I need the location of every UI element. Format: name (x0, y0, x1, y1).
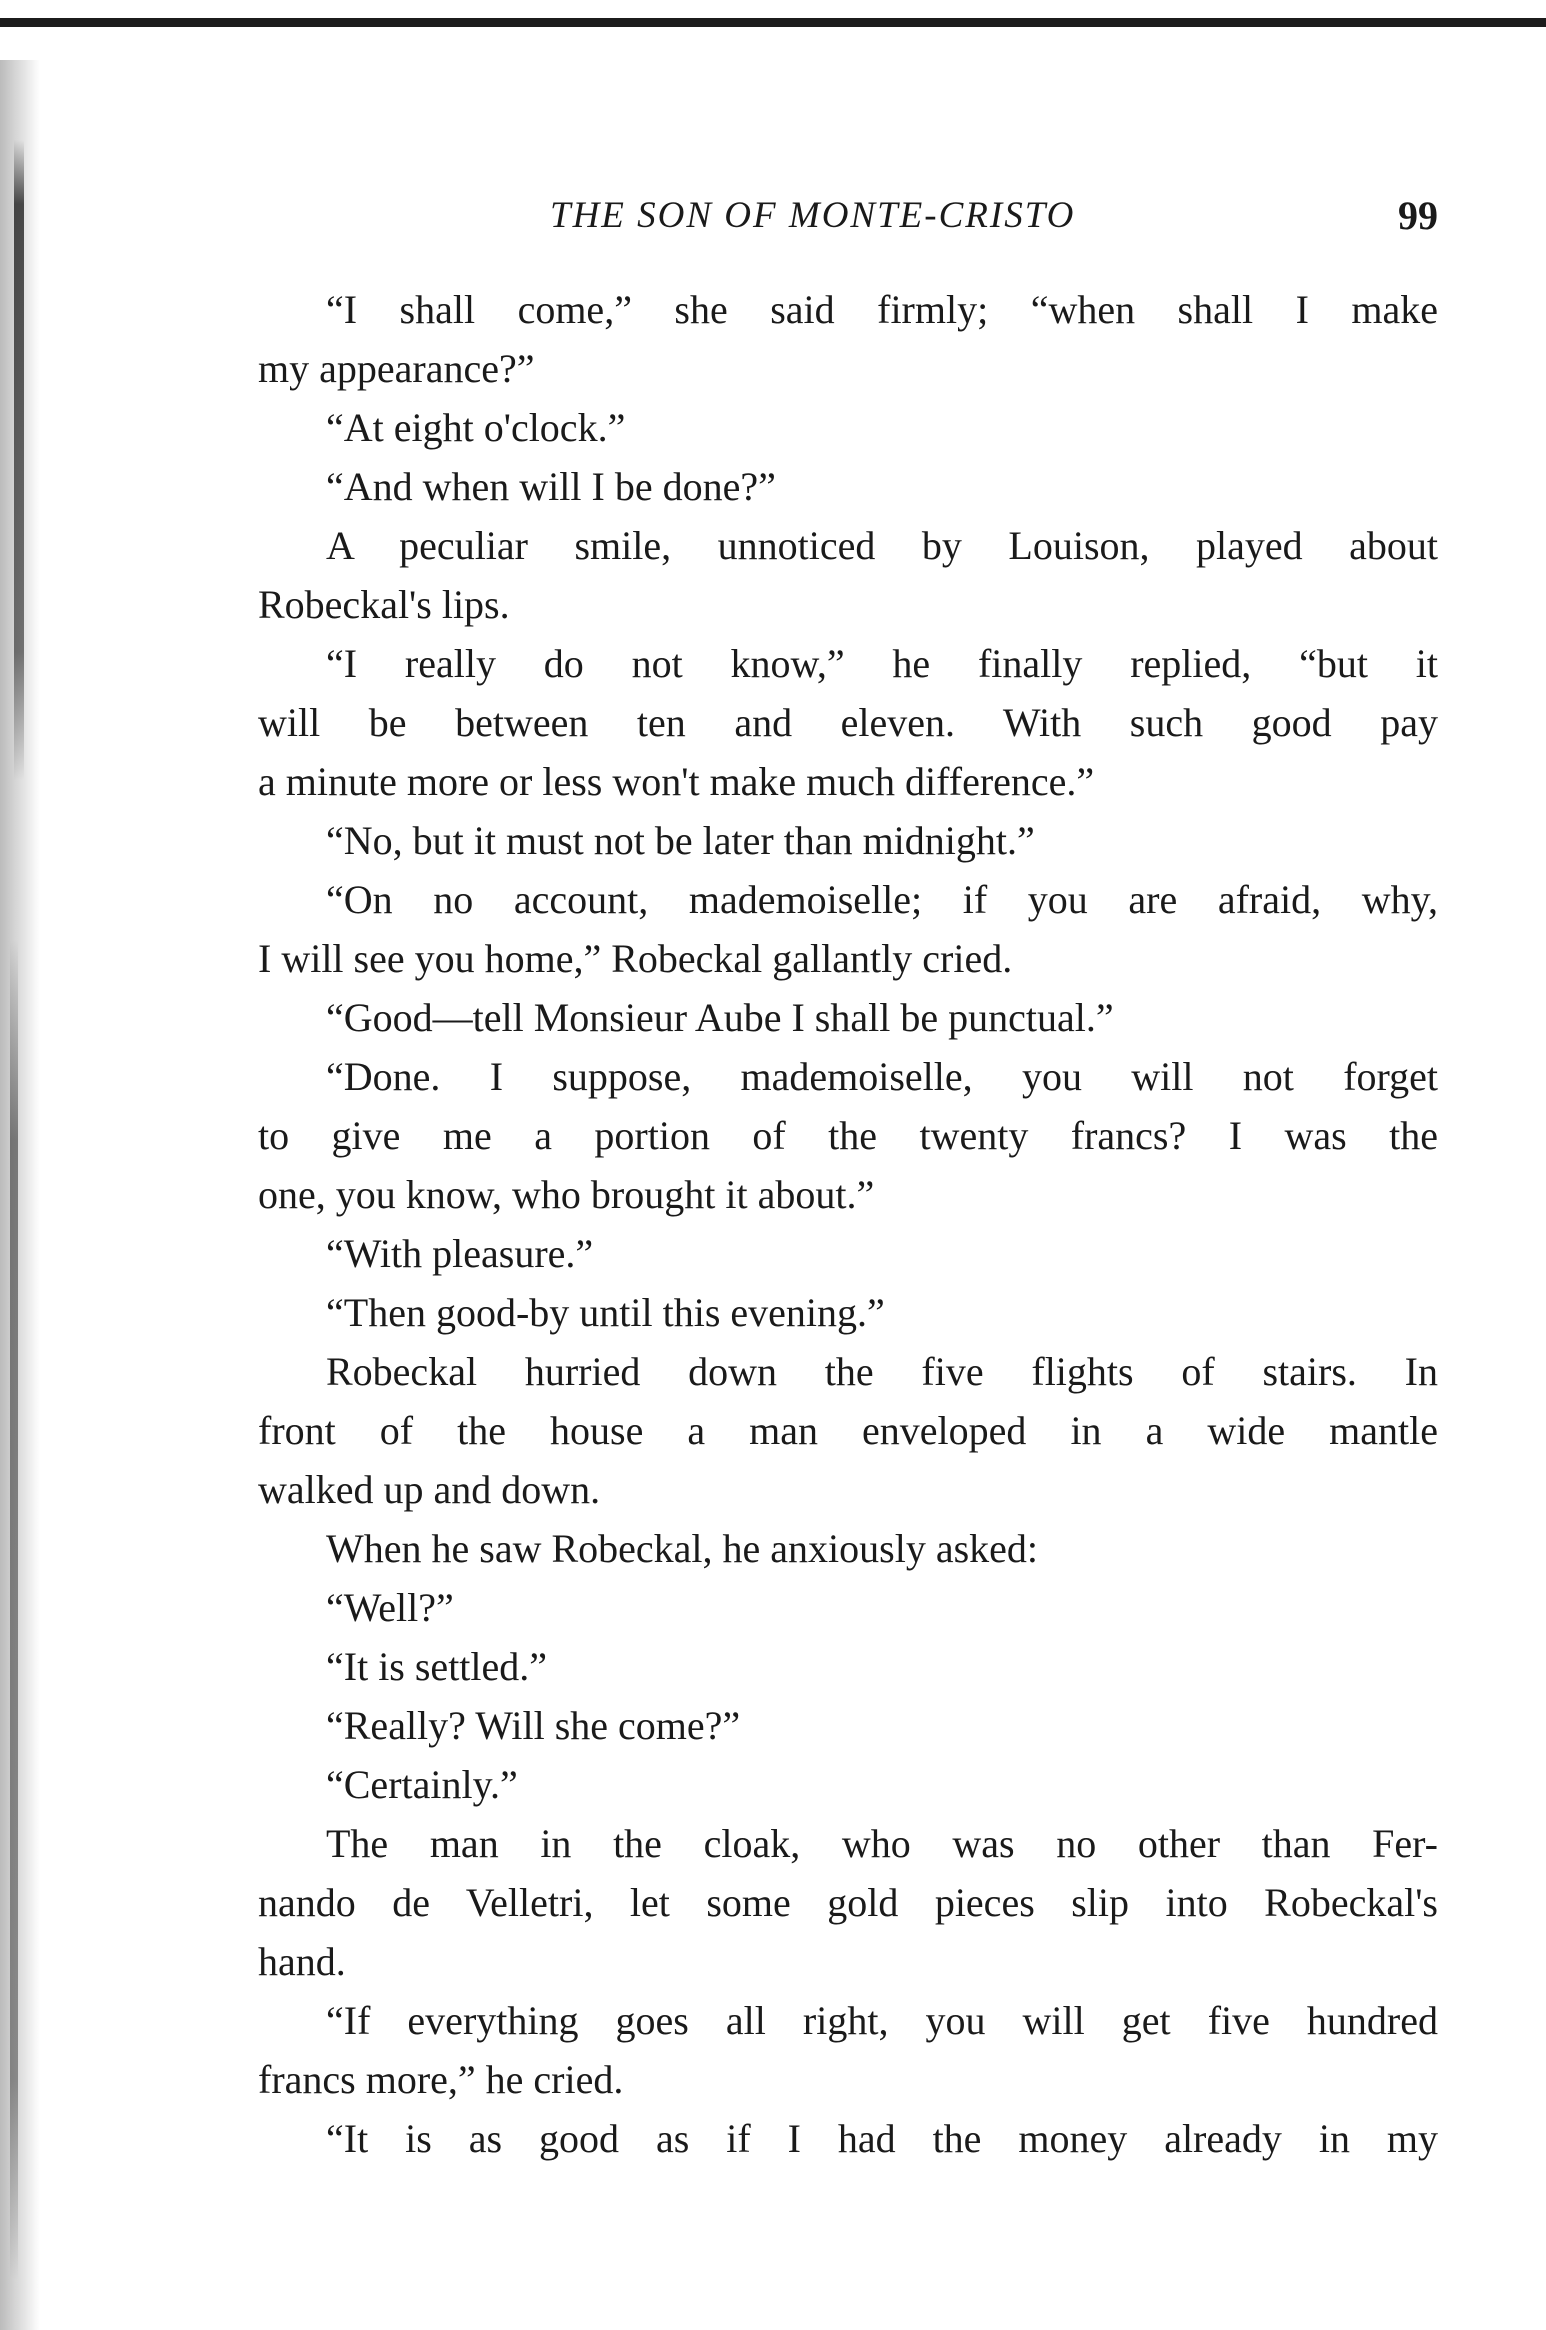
top-border-rule (0, 18, 1546, 27)
page-header (258, 194, 1438, 250)
text-line: “It is as good as if I had the money already in my (326, 2116, 1438, 2161)
text-line: a minute more or less won't make much difference.” (258, 759, 1095, 804)
text-line: to give me a portion of the twenty francs? I was the (258, 1113, 1438, 1158)
text-line: “Really? Will she come?” (326, 1703, 741, 1748)
text-line: I will see you home,” Robeckal gallantly cried. (258, 936, 1013, 981)
text-line: francs more,” he cried. (258, 2057, 624, 2102)
text-line: “Well?” (326, 1585, 454, 1630)
text-line: hand. (258, 1939, 346, 1984)
page-number: 99 (1398, 193, 1438, 238)
text-line: “It is settled.” (326, 1644, 548, 1689)
text-line: one, you know, who brought it about.” (258, 1172, 875, 1217)
text-line: “If everything goes all right, you will get five hundred (326, 1998, 1438, 2043)
text-line: “Done. I suppose, mademoiselle, you will not forget (326, 1054, 1438, 1099)
text-line: front of the house a man enveloped in a wide mantle (258, 1408, 1438, 1453)
text-line: nando de Velletri, let some gold pieces slip into Robeckal's (258, 1880, 1438, 1925)
text-line: “Then good-by until this evening.” (326, 1290, 885, 1335)
text-line: “And when will I be done?” (326, 464, 776, 509)
page-spine-edge-upper (14, 140, 24, 780)
text-line: my appearance?” (258, 346, 535, 391)
text-line: “With pleasure.” (326, 1231, 594, 1276)
text-line: will be between ten and eleven. With such good pay (258, 700, 1438, 745)
text-line: Robeckal's lips. (258, 582, 510, 627)
text-line: When he saw Robeckal, he anxiously asked: (326, 1526, 1039, 1571)
text-line: “I shall come,” she said firmly; “when shall I make (326, 287, 1438, 332)
text-line: “Certainly.” (326, 1762, 518, 1807)
text-line: A peculiar smile, unnoticed by Louison, played about (326, 523, 1438, 568)
text-line: Robeckal hurried down the five flights of stairs. In (326, 1349, 1438, 1394)
page-spine-edge-lower (10, 940, 18, 2280)
text-line: “I really do not know,” he finally replied, “but it (326, 641, 1438, 686)
text-line: “At eight o'clock.” (326, 405, 626, 450)
body-text (258, 280, 1438, 2168)
text-line: “No, but it must not be later than midnight.” (326, 818, 1035, 863)
running-title: THE SON OF MONTE-CRISTO (550, 195, 1076, 236)
text-line: “Good—tell Monsieur Aube I shall be punctual.” (326, 995, 1114, 1040)
text-line: “On no account, mademoiselle; if you are afraid, why, (326, 877, 1438, 922)
text-line: walked up and down. (258, 1467, 601, 1512)
text-line: The man in the cloak, who was no other than Fer- (326, 1821, 1438, 1866)
